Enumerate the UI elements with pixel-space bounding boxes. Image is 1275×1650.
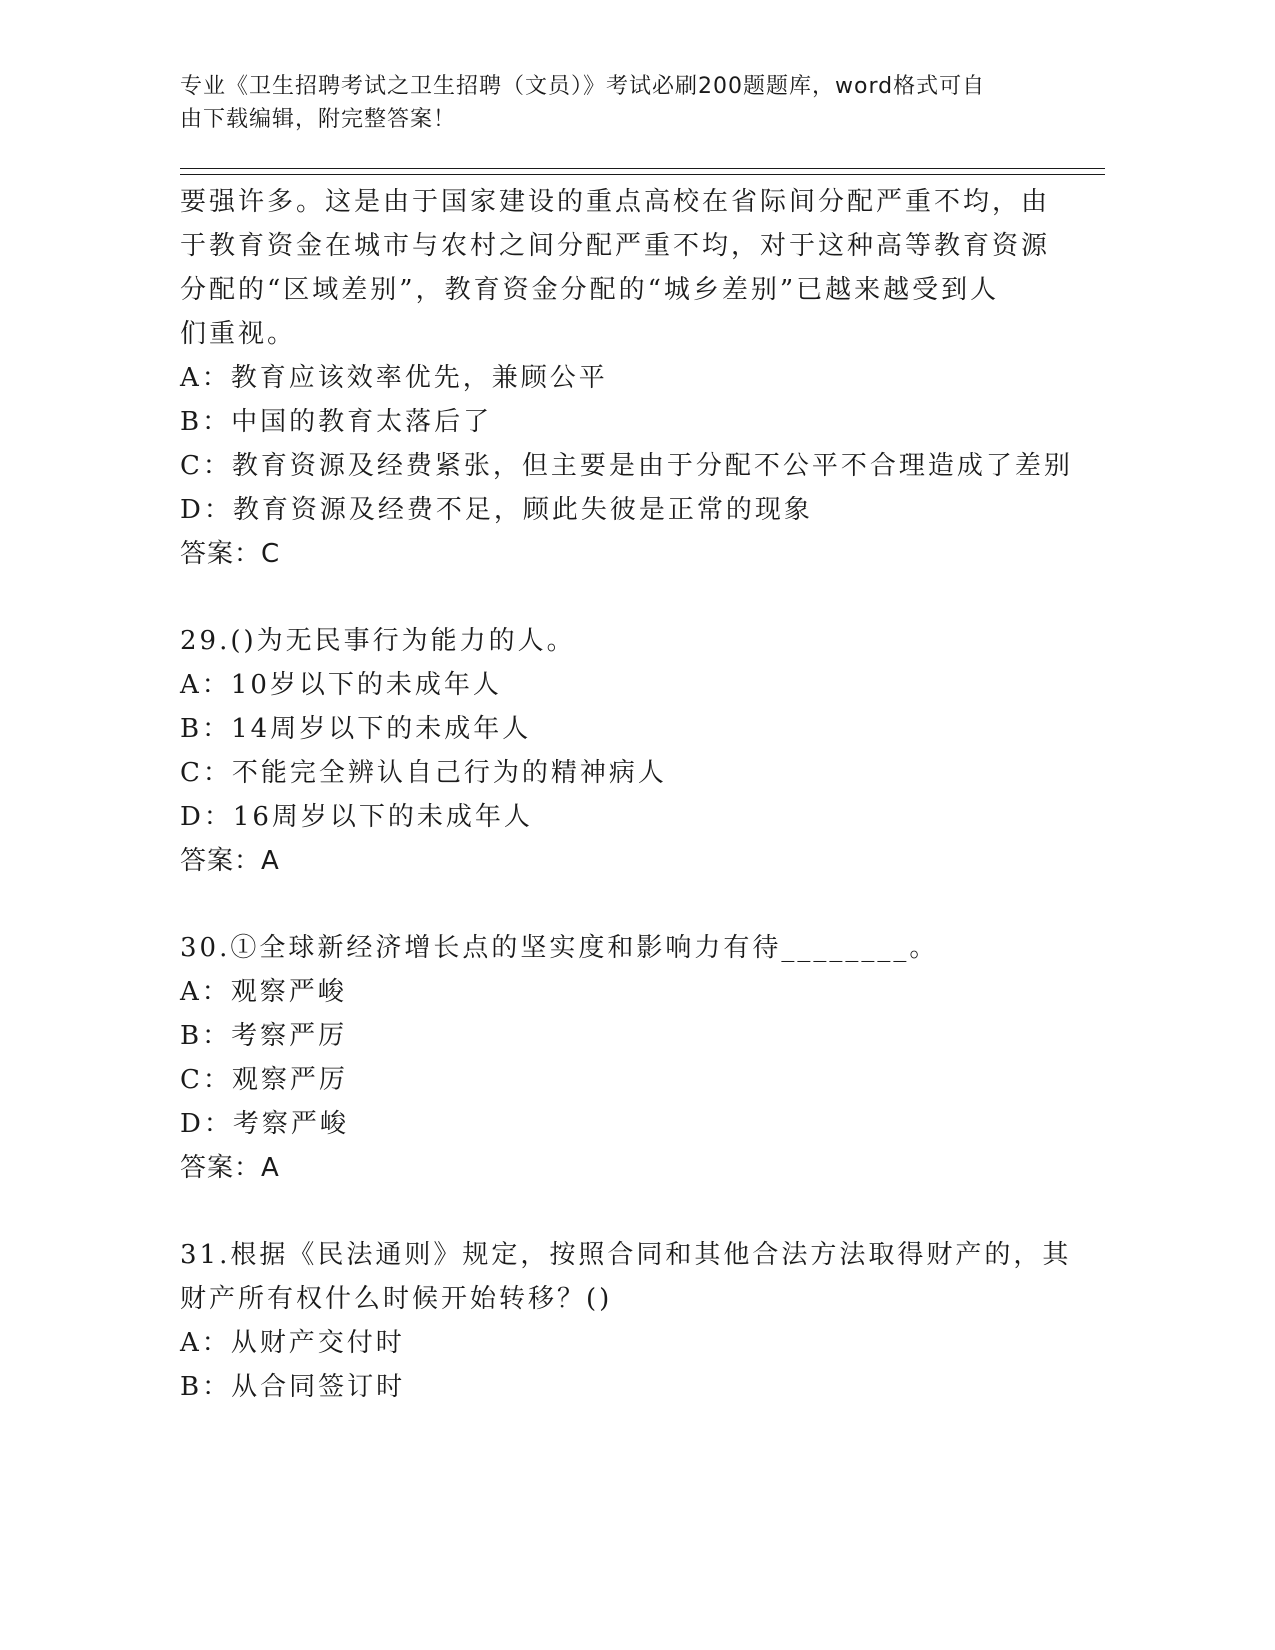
- spacer: [180, 883, 1040, 926]
- question-text-line: 们重视。: [180, 319, 297, 349]
- question-30: [180, 926, 1040, 1190]
- option-a: A：观察严峻: [180, 977, 347, 1007]
- option-c: C：观察严厉: [180, 1065, 348, 1095]
- option-c: C：不能完全辨认自己行为的精神病人: [180, 758, 667, 788]
- option-d: D：16周岁以下的未成年人: [180, 802, 533, 832]
- question-text-line: 于教育资金在城市与农村之间分配严重不均，对于这种高等教育资源: [180, 231, 1051, 261]
- option-a: A：教育应该效率优先，兼顾公平: [180, 363, 608, 393]
- question-text-line: 30.①全球新经济增长点的坚实度和影响力有待________。: [180, 933, 939, 963]
- option-d: D：教育资源及经费不足，顾此失彼是正常的现象: [180, 495, 813, 525]
- option-b: B：从合同签订时: [180, 1372, 406, 1402]
- document-header: [180, 70, 1040, 136]
- header-line-1: 专业《卫生招聘考试之卫生招聘（文员）》考试必刷200题题库，word格式可自: [180, 74, 986, 99]
- option-d: D：考察严峻: [180, 1109, 349, 1139]
- header-line-2: 由下载编辑，附完整答案！: [180, 107, 457, 132]
- option-a: A：从财产交付时: [180, 1328, 405, 1358]
- question-continued: [180, 180, 1073, 576]
- header-rule-bottom: [180, 174, 1105, 175]
- question-text-line: 29.()为无民事行为能力的人。: [180, 626, 576, 656]
- question-31: [180, 1233, 1072, 1409]
- question-text-line: 31.根据《民法通则》规定，按照合同和其他合法方法取得财产的，其: [180, 1240, 1072, 1270]
- answer: 答案：A: [180, 846, 280, 876]
- question-text-line: 要强许多。这是由于国家建设的重点高校在省际间分配严重不均，由: [180, 187, 1051, 217]
- option-b: B：中国的教育太落后了: [180, 407, 493, 437]
- answer: 答案：A: [180, 1153, 280, 1183]
- option-c: C：教育资源及经费紧张，但主要是由于分配不公平不合理造成了差别: [180, 451, 1073, 481]
- spacer: [180, 1190, 1040, 1233]
- answer: 答案：C: [180, 539, 281, 569]
- question-29: [180, 619, 1040, 883]
- question-text-line: 分配的“区域差别”，教育资金分配的“城乡差别”已越来越受到人: [180, 275, 1000, 305]
- option-b: B：考察严厉: [180, 1021, 348, 1051]
- option-b: B：14周岁以下的未成年人: [180, 714, 532, 744]
- spacer: [180, 576, 1040, 619]
- question-content: [180, 180, 1073, 1409]
- header-rule-top: [180, 168, 1105, 169]
- question-text-line: 财产所有权什么时候开始转移？(): [180, 1284, 613, 1314]
- option-a: A：10岁以下的未成年人: [180, 670, 502, 700]
